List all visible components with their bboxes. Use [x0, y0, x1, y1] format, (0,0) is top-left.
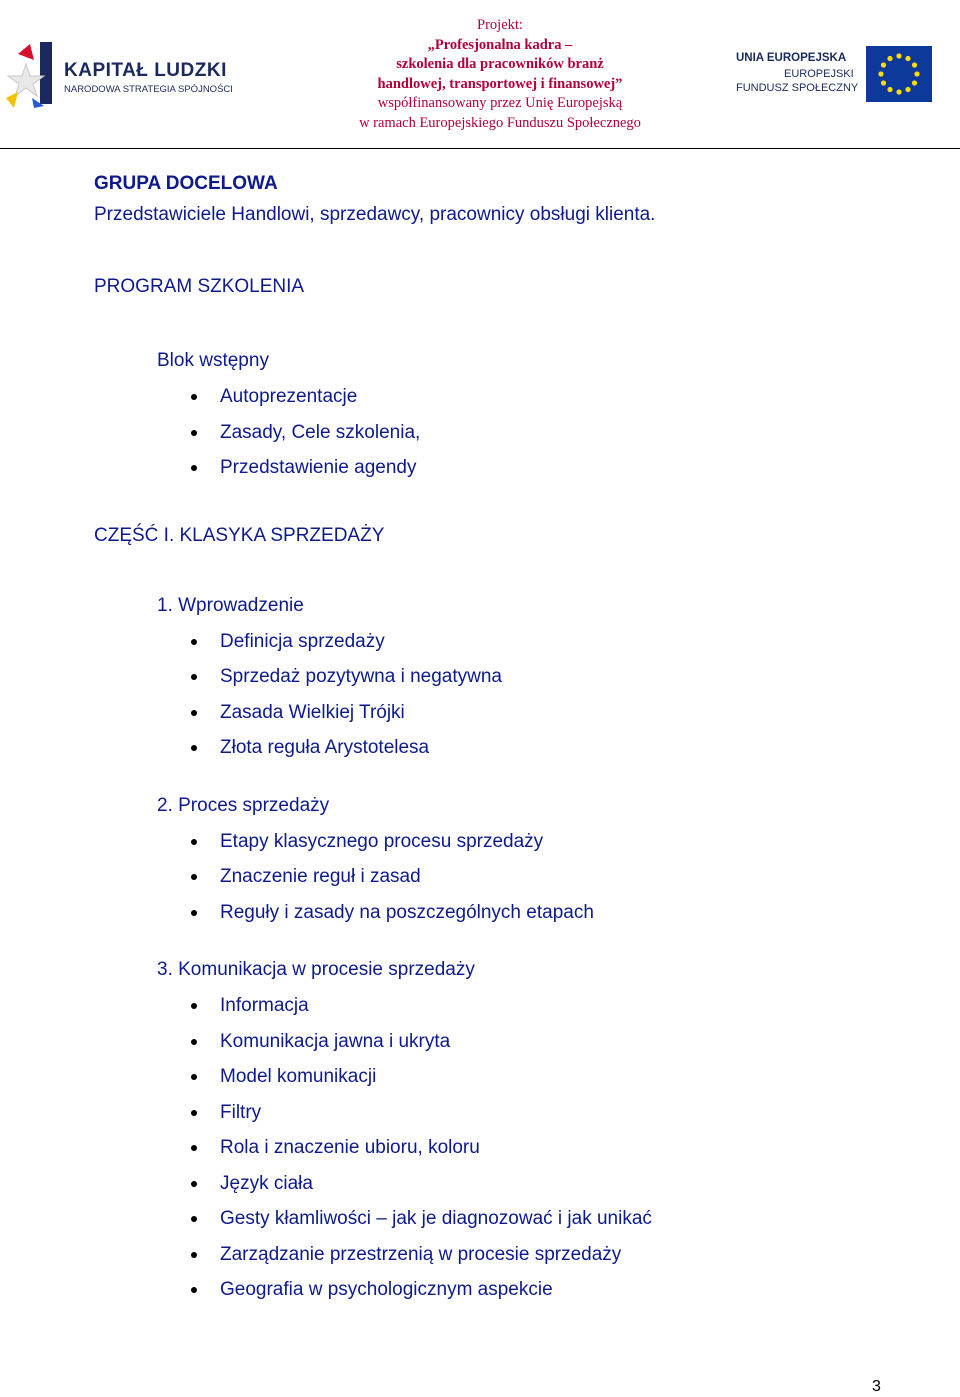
project-funding-line1: współfinansowany przez Unię Europejską — [377, 95, 623, 111]
eu-logo-line1: UNIA EUROPEJSKA — [736, 52, 847, 64]
bullet-icon — [191, 394, 197, 400]
list-item: Znaczenie reguł i zasad — [94, 865, 914, 901]
bullet-icon — [191, 874, 197, 880]
section-2-heading: 2. Proces sprzedaży — [157, 794, 330, 816]
intro-heading: Blok wstępny — [157, 350, 269, 371]
target-group-title: GRUPA DOCELOWA — [94, 173, 278, 194]
bullet-icon — [191, 430, 197, 436]
bullet-icon — [191, 1181, 197, 1187]
section-1-list — [94, 630, 914, 772]
list-item: Sprzedaż pozytywna i negatywna — [94, 665, 914, 701]
eu-social-fund-logo — [728, 46, 938, 106]
section-3-list — [94, 994, 914, 1314]
kapital-ludzki-logo — [0, 34, 240, 114]
section-1-heading: 1. Wprowadzenie — [157, 594, 304, 616]
list-item: Rola i znaczenie ubioru, koloru — [94, 1136, 914, 1172]
eu-flag-icon — [866, 46, 932, 102]
document-body — [94, 172, 914, 1314]
list-item: Zarządzanie przestrzenią w procesie sprzedaży — [94, 1243, 914, 1279]
header-divider — [0, 148, 960, 149]
list-item: Definicja sprzedaży — [94, 630, 914, 666]
section-2-list — [94, 830, 914, 937]
project-funding-line2: w ramach Europejskiego Funduszu Społecznego — [359, 114, 641, 131]
list-item: Gesty kłamliwości – jak je diagnozować i jak unikać — [94, 1207, 914, 1243]
project-title-line1: „Profesjonalna kadra – — [427, 36, 573, 53]
bullet-icon — [191, 1145, 197, 1151]
bullet-icon — [191, 1252, 197, 1258]
bullet-icon — [191, 839, 197, 845]
kapital-ludzki-star-icon — [4, 36, 54, 108]
kapital-ludzki-title: KAPITAŁ LUDZKI — [64, 60, 227, 81]
eu-logo-line2: EUROPEJSKI — [784, 68, 854, 80]
list-item: Etapy klasycznego procesu sprzedaży — [94, 830, 914, 866]
list-item: Filtry — [94, 1101, 914, 1137]
list-item: Zasada Wielkiej Trójki — [94, 701, 914, 737]
kapital-ludzki-subtitle: NARODOWA STRATEGIA SPÓJNOŚCI — [64, 84, 233, 95]
page-number: 3 — [872, 1378, 881, 1395]
list-item: Model komunikacji — [94, 1065, 914, 1101]
project-label: Projekt: — [477, 17, 523, 33]
bullet-icon — [191, 910, 197, 916]
project-info — [330, 16, 670, 133]
intro-list — [94, 385, 914, 492]
bullet-icon — [191, 1003, 197, 1009]
bullet-icon — [191, 674, 197, 680]
bullet-icon — [191, 465, 197, 471]
eu-logo-line3: FUNDUSZ SPOŁECZNY — [736, 82, 859, 94]
project-title-line3: handlowej, transportowej i finansowej” — [377, 75, 623, 92]
target-group-description: Przedstawiciele Handlowi, sprzedawcy, pracownicy obsługi klienta. — [94, 204, 656, 225]
list-item: Autoprezentacje — [94, 385, 914, 421]
bullet-icon — [191, 710, 197, 716]
bullet-icon — [191, 1216, 197, 1222]
list-item: Reguły i zasady na poszczególnych etapach — [94, 901, 914, 937]
list-item: Zasady, Cele szkolenia, — [94, 421, 914, 457]
program-title: PROGRAM SZKOLENIA — [94, 276, 305, 297]
bullet-icon — [191, 1287, 197, 1293]
list-item: Informacja — [94, 994, 914, 1030]
page-header — [0, 0, 960, 150]
bullet-icon — [191, 639, 197, 645]
bullet-icon — [191, 1039, 197, 1045]
list-item: Język ciała — [94, 1172, 914, 1208]
list-item: Złota reguła Arystotelesa — [94, 736, 914, 772]
list-item: Przedstawienie agendy — [94, 456, 914, 492]
project-title-line2: szkolenia dla pracowników branż — [396, 56, 604, 72]
list-item: Komunikacja jawna i ukryta — [94, 1030, 914, 1066]
bullet-icon — [191, 1074, 197, 1080]
bullet-icon — [191, 1110, 197, 1116]
section-3-heading: 3. Komunikacja w procesie sprzedaży — [157, 959, 475, 980]
bullet-icon — [191, 745, 197, 751]
part-one-title: CZĘŚĆ I. KLASYKA SPRZEDAŻY — [94, 524, 385, 546]
list-item: Geografia w psychologicznym aspekcie — [94, 1278, 914, 1314]
